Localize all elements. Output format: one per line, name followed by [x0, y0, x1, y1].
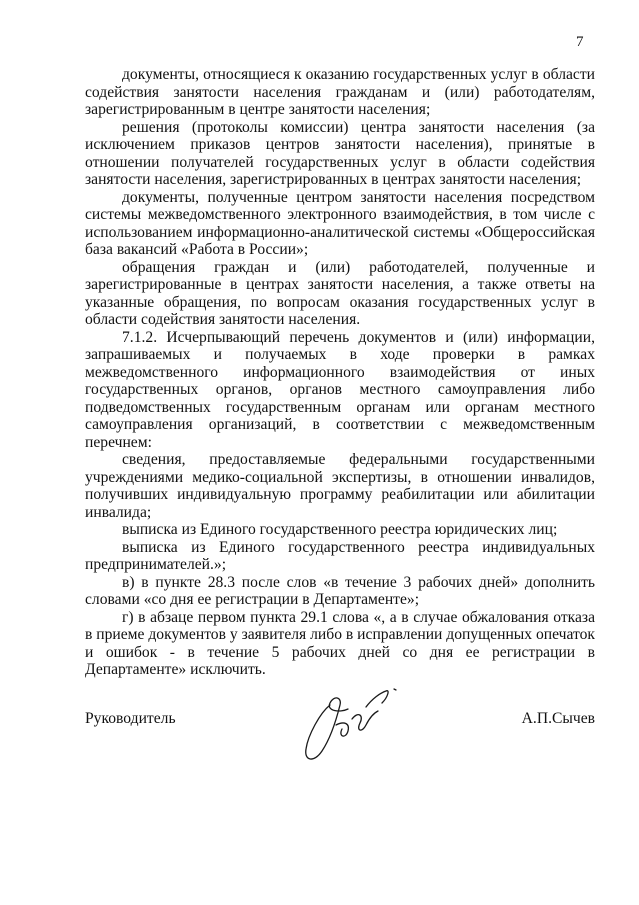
document-body	[85, 66, 595, 679]
paragraph: обращения граждан и (или) работодателей, полученные и зарегистрированные в центрах занятости населения, а также ответы на указанные обращения, по вопросам оказания государственных услуг в области содействия занятости населения.	[85, 258, 595, 328]
signer-name: А.П.Сычев	[521, 710, 595, 727]
paragraph: решения (протоколы комиссии) центра занятости населения (за исключением приказов центров занятости населения), принятые в отношении получателей государственных услуг в области содействия занятости населения, зарегистрированных в центрах занятости населения;	[85, 118, 595, 188]
paragraph: сведения, предоставляемые федеральными государственными учреждениями медико-социальной экспертизы, в отношении инвалидов, получивших индивидуальную программу реабилитации или абилитации инвалида;	[85, 451, 595, 521]
paragraph: г) в абзаце первом пункта 29.1 слова «, а в случае обжалования отказа в приеме документов у заявителя либо в исправлении допущенных опечаток и ошибок - в течение 5 рабочих дней со дня ее регистрации в Департаменте» исключить.	[85, 608, 595, 678]
signature-block	[85, 703, 595, 783]
paragraph: документы, полученные центром занятости населения посредством системы межведомственного электронного взаимодействия, в том числе с использованием информационно-аналитической системы «Общероссийская база вакансий «Работа в России»;	[85, 188, 595, 258]
paragraph: документы, относящиеся к оказанию государственных услуг в области содействия занятости населения гражданам и (или) работодателям, зарегистрированным в центре занятости населения;	[85, 66, 595, 118]
paragraph: 7.1.2. Исчерпывающий перечень документов и (или) информации, запрашиваемых и получаемых в ходе проверки в рамках межведомственного информационного взаимодействия от иных государственных органов, органов местного самоуправления либо подведомственных государственным органам или органам местного самоуправления организаций, в соответствии с межведомственным перечнем:	[85, 328, 595, 451]
signer-title: Руководитель	[85, 710, 176, 727]
handwritten-signature	[300, 685, 410, 767]
paragraph: в) в пункте 28.3 после слов «в течение 3 рабочих дней» дополнить словами «со дня ее регистрации в Департаменте»;	[85, 573, 595, 608]
paragraph: выписка из Единого государственного реестра юридических лиц;	[122, 521, 558, 538]
paragraph: выписка из Единого государственного реестра индивидуальных предпринимателей.»;	[85, 538, 595, 573]
page-number: 7	[576, 34, 584, 50]
